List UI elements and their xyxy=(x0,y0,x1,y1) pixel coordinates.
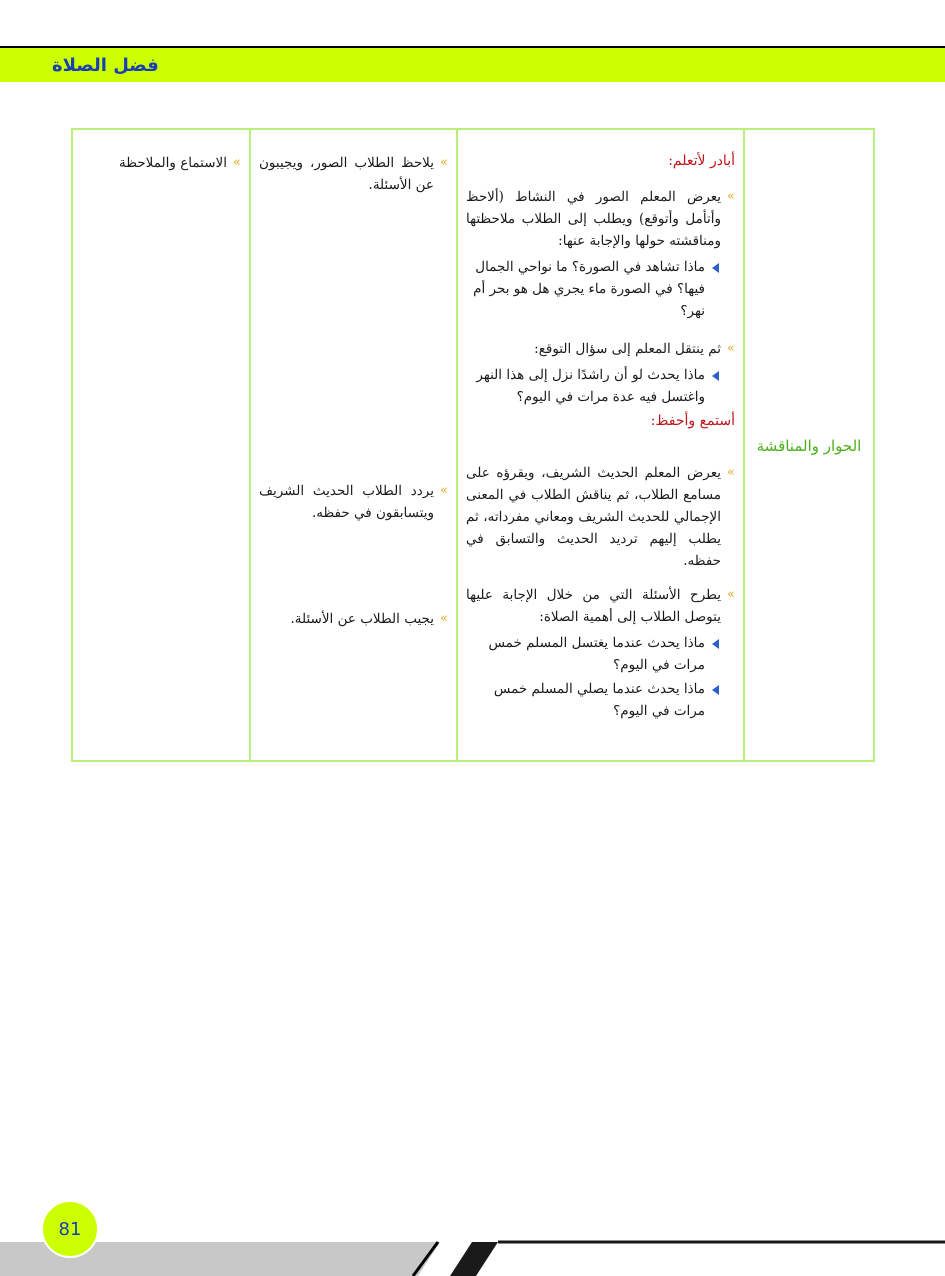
bullet-icon: » xyxy=(233,155,241,170)
list-item: » ثم ينتقل المعلم إلى سؤال التوقع: xyxy=(466,338,735,360)
bullet-icon: » xyxy=(440,155,448,170)
page-number: 81 xyxy=(58,1218,82,1240)
triangle-bullet-icon xyxy=(712,685,719,695)
lesson-table xyxy=(71,128,875,762)
list-item: » يطرح الأسئلة التي من خلال الإجابة عليها يتوصل الطلاب إلى أهمية الصلاة: xyxy=(466,584,735,628)
stage-label: الحوار والمناقشة xyxy=(756,436,862,455)
sub-item: ماذا يحدث عندما يصلي المسلم خمس مرات في اليوم؟ xyxy=(466,678,721,722)
list-item: » يردد الطلاب الحديث الشريف ويتسابقون في حفظه. xyxy=(259,480,448,524)
list-item: » الاستماع والملاحظة xyxy=(81,152,241,174)
sub-item: ماذا تشاهد في الصورة؟ ما نواحي الجمال فيها؟ في الصورة ماء يجري هل هو بحر أم نهر؟ xyxy=(466,256,721,322)
list-item: » يلاحظ الطلاب الصور، ويجيبون عن الأسئلة. xyxy=(259,152,448,196)
teacher-cell xyxy=(457,129,744,761)
student-cell xyxy=(250,129,457,761)
triangle-bullet-icon xyxy=(712,263,719,273)
bullet-icon: » xyxy=(727,189,735,204)
bullet-icon: » xyxy=(727,341,735,356)
bullet-icon: » xyxy=(440,611,448,626)
list-item: » يعرض المعلم الحديث الشريف، ويقرؤه على مسامع الطلاب، ثم يناقش الطلاب في المعنى الإجمالي للحديث الشريف ومعاني مفرداته، ثم يطلب إليهم ترديد الحديث والتسابق في حفظه. xyxy=(466,462,735,572)
goal-cell xyxy=(72,129,250,761)
triangle-bullet-icon xyxy=(712,639,719,649)
triangle-bullet-icon xyxy=(712,371,719,381)
bullet-icon: » xyxy=(440,483,448,498)
page-title: فضل الصلاة xyxy=(52,55,159,76)
sub-item: ماذا يحدث لو أن راشدًا نزل إلى هذا النهر واغتسل فيه عدة مرات في اليوم؟ xyxy=(466,364,721,408)
footer-dark-stripe xyxy=(450,1242,498,1276)
page-number-badge xyxy=(41,1200,99,1258)
section-title-listen: أستمع وأحفظ: xyxy=(650,413,735,429)
list-item: » يجيب الطلاب عن الأسئلة. xyxy=(259,608,448,630)
stage-cell xyxy=(744,129,874,761)
sub-item: ماذا يحدث عندما يغتسل المسلم خمس مرات في اليوم؟ xyxy=(466,632,721,676)
bullet-icon: » xyxy=(727,465,735,480)
list-item: » يعرض المعلم الصور في النشاط (ألاحظ وأتأمل وأتوقع) ويطلب إلى الطلاب ملاحظتها ومناقشته حولها والإجابة عنها: xyxy=(466,186,735,252)
footer-bar xyxy=(0,1240,945,1276)
bullet-icon: » xyxy=(727,587,735,602)
section-title-abadir: أبادر لأتعلم: xyxy=(668,153,735,169)
